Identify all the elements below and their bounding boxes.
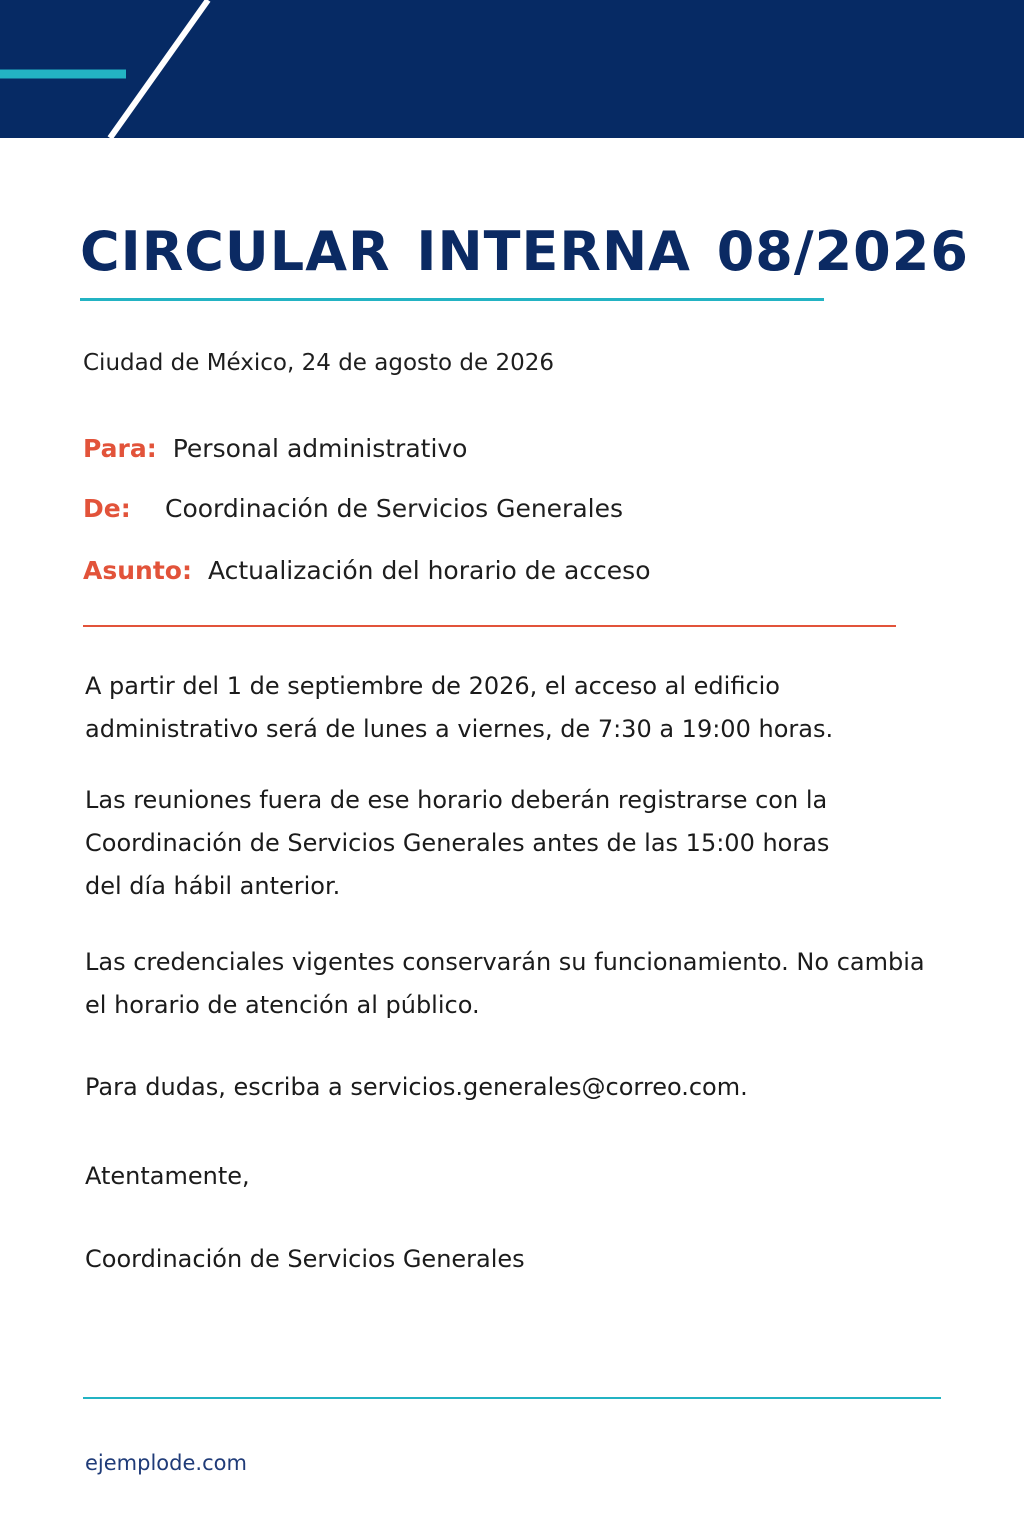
body-line: A partir del 1 de septiembre de 2026, el acceso al edificio [85, 672, 780, 700]
title-underline [80, 298, 824, 301]
meta-subject-label: Asunto: [83, 556, 192, 585]
meta-from-value: Coordinación de Servicios Generales [165, 494, 623, 523]
footer-website-link[interactable]: ejemplode.com [85, 1451, 247, 1475]
body-line: Las credenciales vigentes conservarán su funcionamiento. No cambia [85, 948, 925, 976]
body-paragraph-1 [85, 665, 833, 751]
body-line: Coordinación de Servicios Generales antes de las 15:00 horas [85, 829, 830, 857]
meta-to-label: Para: [83, 434, 157, 463]
banner-diagonal-stripe [110, 0, 208, 138]
meta-to [83, 434, 467, 463]
body-paragraph-4 [85, 1066, 748, 1109]
banner-decoration [0, 0, 1024, 138]
body-line: el horario de atención al público. [85, 991, 480, 1019]
meta-subject [83, 556, 651, 585]
place-date: Ciudad de México, 24 de agosto de 2026 [83, 350, 555, 376]
body-line: del día hábil anterior. [85, 872, 341, 900]
closing: Atentamente, [85, 1162, 250, 1190]
header-banner [0, 0, 1024, 138]
meta-divider [83, 625, 896, 627]
document-title: CIRCULAR INTERNA 08/2026 [80, 220, 969, 283]
body-line: Para dudas, escriba a servicios.generales@correo.com. [85, 1073, 748, 1101]
body-paragraph-2 [85, 779, 829, 908]
meta-to-value: Personal administrativo [172, 434, 468, 463]
body-line: administrativo será de lunes a viernes, de 7:30 a 19:00 horas. [85, 715, 834, 743]
meta-subject-value: Actualización del horario de acceso [207, 556, 651, 585]
meta-from [83, 494, 623, 523]
signer: Coordinación de Servicios Generales [85, 1245, 525, 1273]
body-line: Las reuniones fuera de ese horario deberán registrarse con la [85, 786, 828, 814]
footer-divider [83, 1397, 941, 1399]
meta-from-label: De: [83, 494, 131, 523]
body-paragraph-3 [85, 941, 925, 1027]
